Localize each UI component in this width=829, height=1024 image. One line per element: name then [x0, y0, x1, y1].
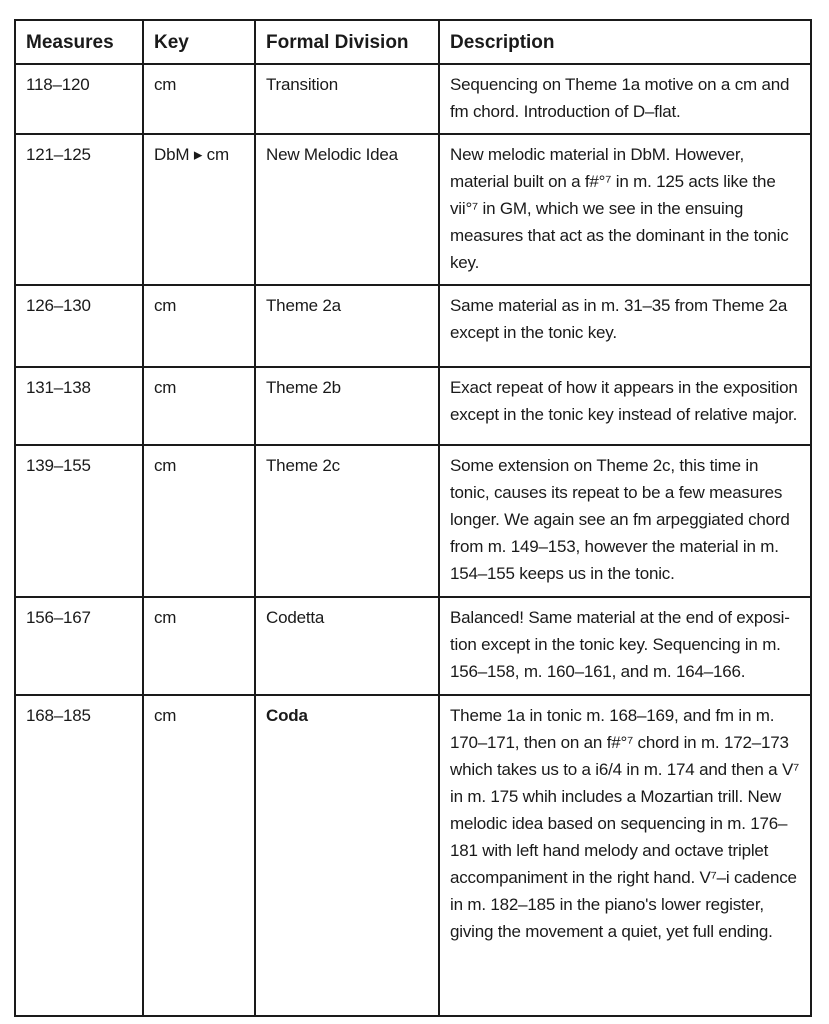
description-cell: Sequencing on Theme 1a motive on a cm and fm chord. Introduction of D–flat. [439, 64, 811, 134]
header-measures: Measures [15, 20, 143, 64]
division-cell: Coda [255, 695, 439, 1016]
description-cell: Balanced! Same material at the end of exposi-tion except in the tonic key. Sequencing in m. 156–158, m. 160–161, and m. 164–166. [439, 597, 811, 695]
key-cell: cm [143, 597, 255, 695]
key-cell: DbM ▸ cm [143, 134, 255, 285]
division-cell: Codetta [255, 597, 439, 695]
table-row [15, 367, 811, 445]
header-key: Key [143, 20, 255, 64]
division-cell: Transition [255, 64, 439, 134]
table-row [15, 695, 811, 1016]
key-cell: cm [143, 285, 255, 367]
description-cell: Exact repeat of how it appears in the exposition except in the tonic key instead of relative major. [439, 367, 811, 445]
division-cell: Theme 2a [255, 285, 439, 367]
description-cell: Theme 1a in tonic m. 168–169, and fm in m. 170–171, then on an f#°⁷ chord in m. 172–173 which takes us to a i6/4 in m. 174 and then a V⁷ in m. 175 whih includes a Mozartian trill. New melodic idea based on sequencing in m. 176–181 with left hand melody and octave triplet accompaniment in the right hand. V⁷–i cadence in m. 182–185 in the piano's lower register, giving the movement a quiet, yet full ending. [439, 695, 811, 1016]
measures-cell: 118–120 [15, 64, 143, 134]
division-cell: New Melodic Idea [255, 134, 439, 285]
key-cell: cm [143, 64, 255, 134]
division-cell: Theme 2b [255, 367, 439, 445]
key-cell: cm [143, 445, 255, 597]
table-row [15, 285, 811, 367]
table-header-row [15, 20, 811, 64]
measures-cell: 126–130 [15, 285, 143, 367]
measures-cell: 168–185 [15, 695, 143, 1016]
description-cell: New melodic material in DbM. However, material built on a f#°⁷ in m. 125 acts like the vii°⁷ in GM, which we see in the ensuing measures that act as the dominant in the tonic key. [439, 134, 811, 285]
analysis-table [14, 19, 812, 1017]
measures-cell: 139–155 [15, 445, 143, 597]
header-formal-division: Formal Division [255, 20, 439, 64]
division-cell: Theme 2c [255, 445, 439, 597]
header-description: Description [439, 20, 811, 64]
table-row [15, 134, 811, 285]
measures-cell: 121–125 [15, 134, 143, 285]
description-cell: Same material as in m. 31–35 from Theme 2a except in the tonic key. [439, 285, 811, 367]
key-cell: cm [143, 695, 255, 1016]
measures-cell: 131–138 [15, 367, 143, 445]
table-row [15, 597, 811, 695]
table-row [15, 445, 811, 597]
table-row [15, 64, 811, 134]
key-cell: cm [143, 367, 255, 445]
description-cell: Some extension on Theme 2c, this time in tonic, causes its repeat to be a few measures longer. We again see an fm arpeggiated chord from m. 149–153, however the material in m. 154–155 keeps us in the tonic. [439, 445, 811, 597]
measures-cell: 156–167 [15, 597, 143, 695]
